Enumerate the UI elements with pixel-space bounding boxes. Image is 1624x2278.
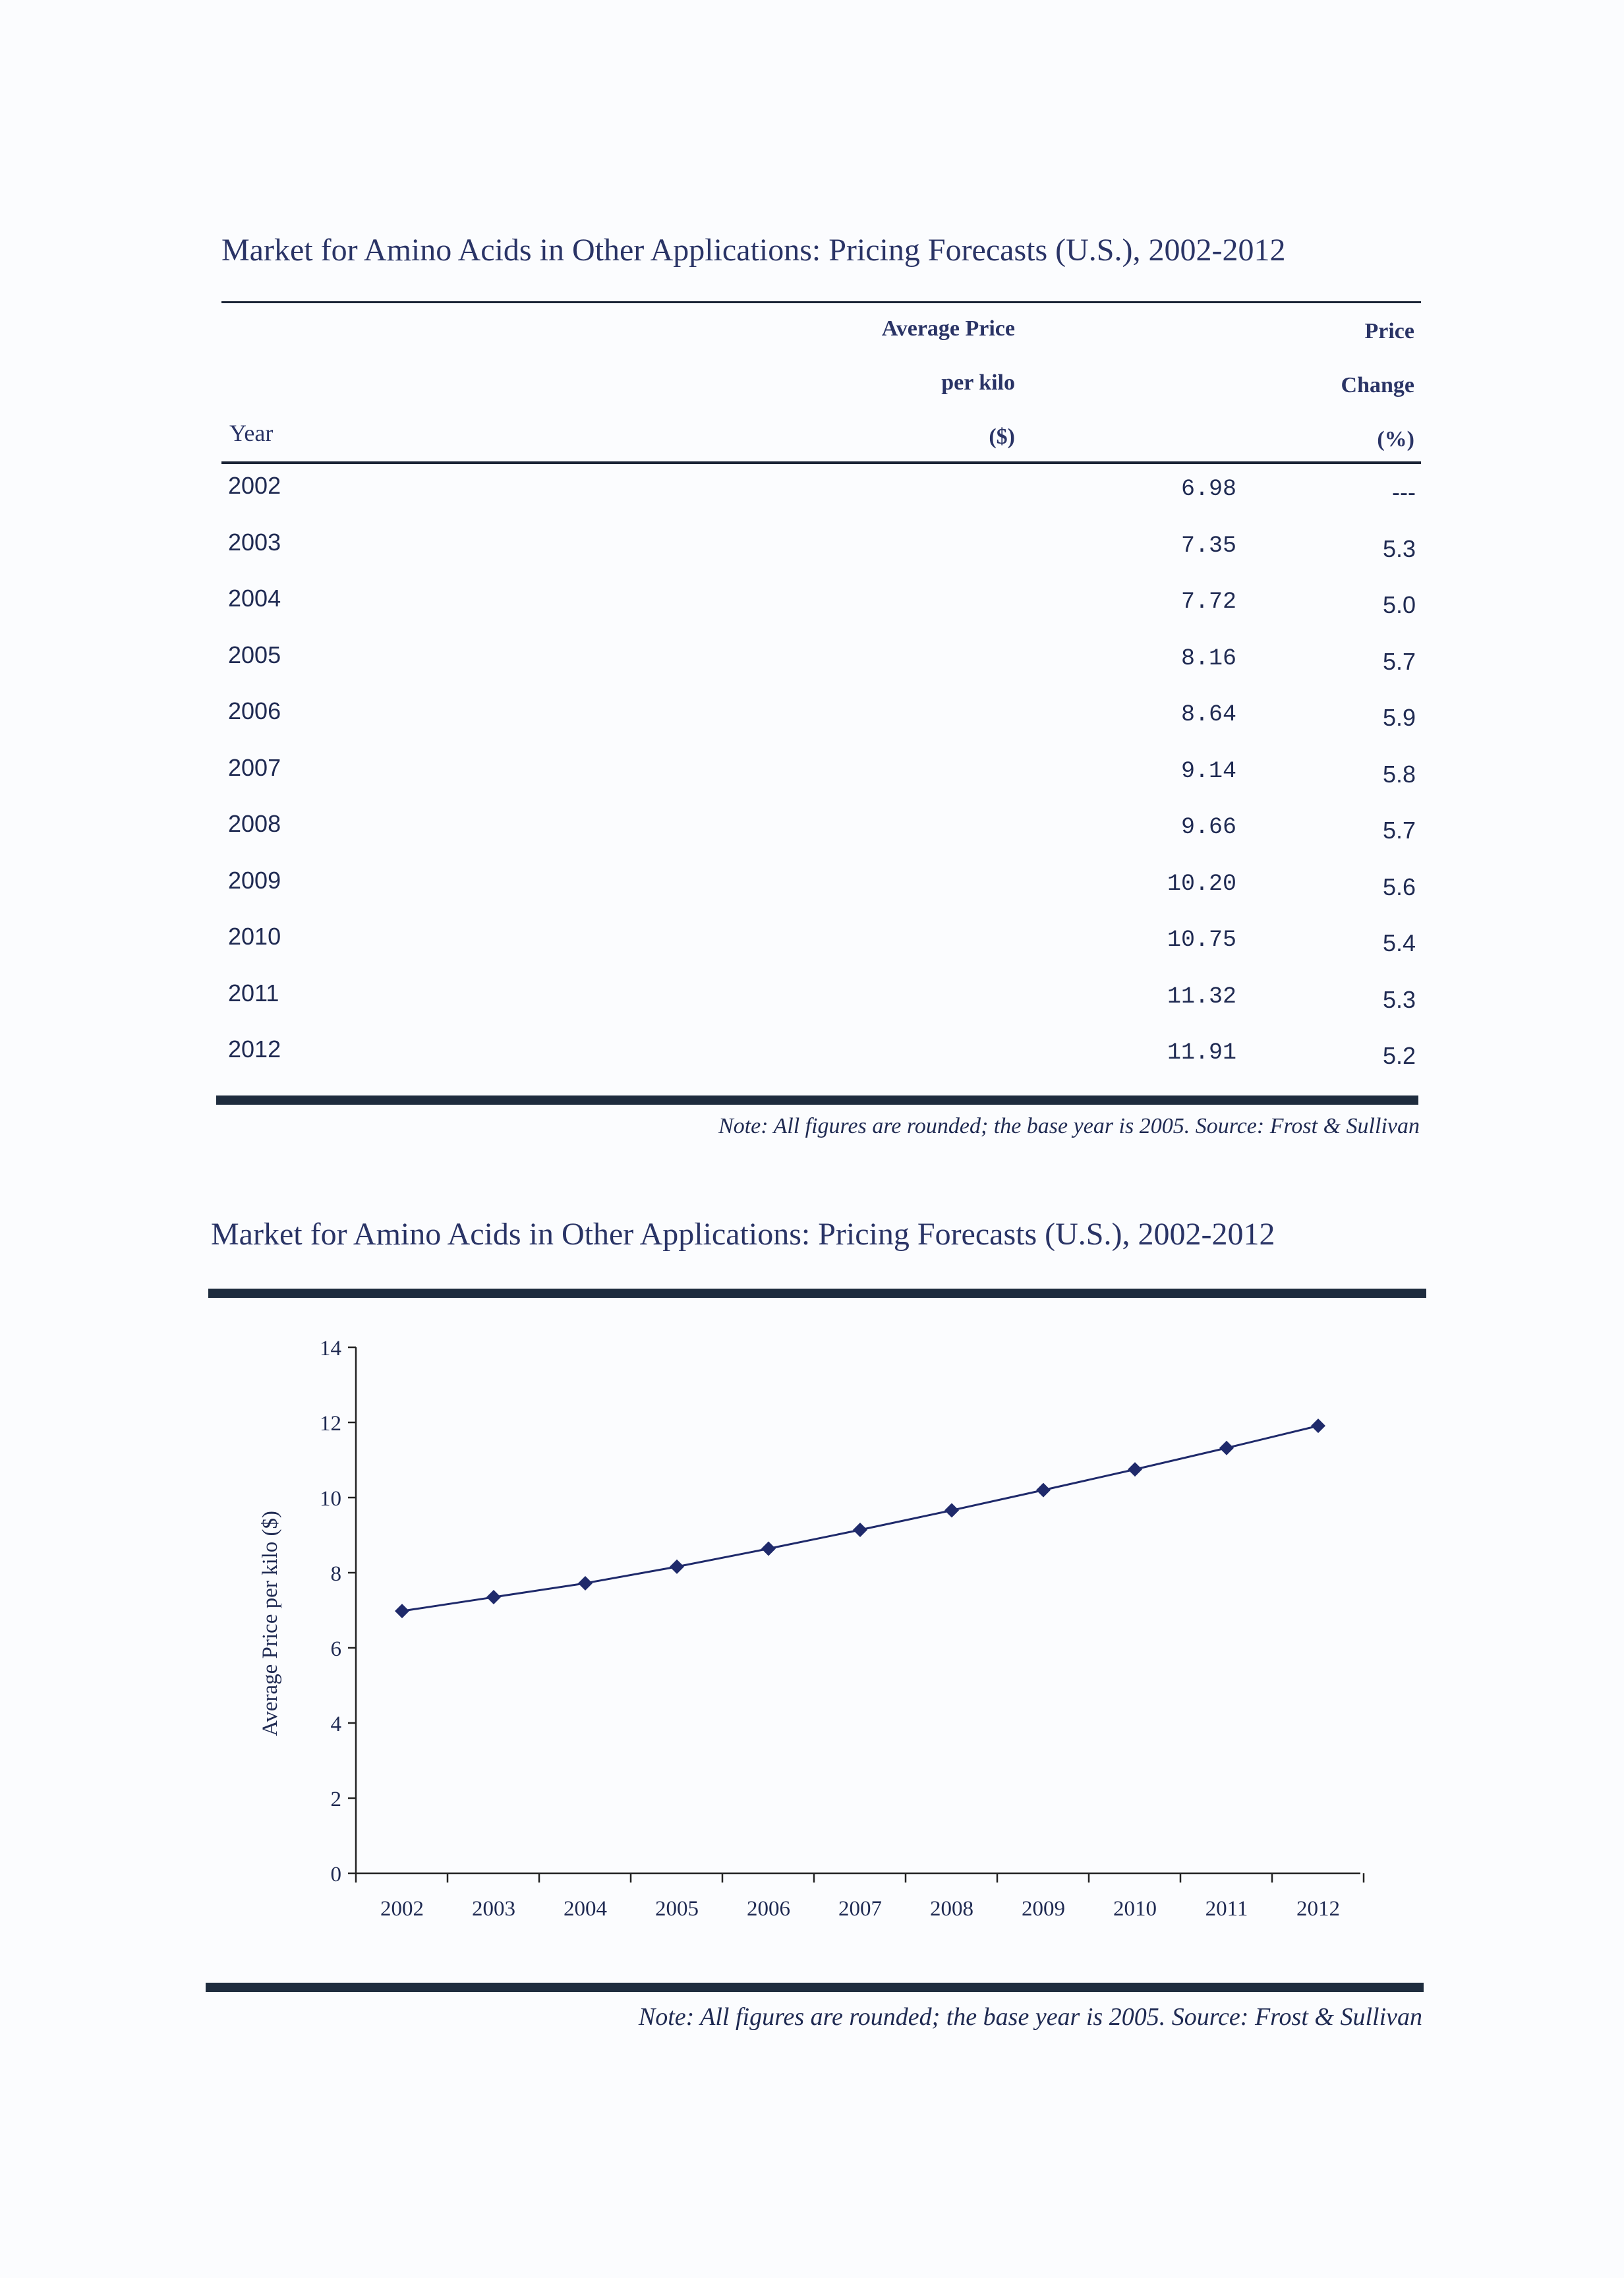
y-tick-label: 10 bbox=[320, 1487, 341, 1511]
x-tick-label: 2009 bbox=[1022, 1897, 1065, 1921]
chart-note: Note: All figures are rounded; the base year is 2005. Source: Frost & Sullivan bbox=[638, 2003, 1422, 2031]
cell-year: 2010 bbox=[228, 923, 281, 950]
x-tick-label: 2004 bbox=[564, 1897, 607, 1921]
cell-year: 2006 bbox=[228, 697, 281, 724]
x-tick-label: 2010 bbox=[1113, 1897, 1157, 1921]
header-year: Year bbox=[229, 420, 274, 446]
cell-change: 5.8 bbox=[1382, 760, 1416, 788]
table-row bbox=[221, 864, 1421, 921]
cell-price: 6.98 bbox=[1180, 476, 1236, 502]
line-chart bbox=[250, 1318, 1384, 1958]
data-point bbox=[853, 1523, 867, 1537]
cell-year: 2003 bbox=[228, 528, 281, 556]
header-price-line-3: ($) bbox=[989, 424, 1015, 449]
data-point bbox=[486, 1590, 501, 1604]
y-tick-label: 2 bbox=[330, 1788, 341, 1811]
cell-change: 5.0 bbox=[1382, 591, 1416, 618]
cell-change: 5.4 bbox=[1382, 929, 1416, 956]
cell-year: 2008 bbox=[228, 810, 281, 837]
cell-change: 5.7 bbox=[1382, 647, 1416, 675]
data-point bbox=[578, 1576, 593, 1591]
x-tick-label: 2005 bbox=[655, 1897, 699, 1921]
cell-year: 2004 bbox=[228, 585, 281, 612]
y-tick-label: 14 bbox=[320, 1337, 341, 1360]
cell-price: 7.72 bbox=[1180, 589, 1236, 615]
table-body bbox=[221, 469, 1421, 1090]
cell-year: 2005 bbox=[228, 641, 281, 668]
table-top-rule bbox=[221, 301, 1421, 303]
data-point bbox=[1036, 1483, 1051, 1498]
table-row bbox=[221, 639, 1421, 695]
y-tick-label: 6 bbox=[330, 1637, 341, 1661]
cell-price: 10.75 bbox=[1167, 927, 1236, 953]
series-line bbox=[402, 1426, 1318, 1611]
table-header-rule bbox=[221, 461, 1421, 464]
header-price-line-1: Average Price bbox=[881, 316, 1015, 341]
data-point bbox=[1311, 1418, 1325, 1433]
header-price-line-2: per kilo bbox=[941, 370, 1015, 395]
x-tick-label: 2002 bbox=[380, 1897, 424, 1921]
cell-price: 11.32 bbox=[1167, 983, 1236, 1010]
cell-change: 5.6 bbox=[1382, 873, 1416, 900]
data-point bbox=[944, 1503, 959, 1517]
data-point bbox=[761, 1542, 776, 1556]
table-row bbox=[221, 751, 1421, 808]
table-row bbox=[221, 920, 1421, 977]
cell-price: 8.16 bbox=[1180, 645, 1236, 672]
table-row bbox=[221, 807, 1421, 864]
header-average-price bbox=[817, 316, 1015, 455]
cell-price: 7.35 bbox=[1180, 532, 1236, 559]
table-title: Market for Amino Acids in Other Applications: Pricing Forecasts (U.S.), 2002-2012 bbox=[221, 233, 1286, 268]
table-row bbox=[221, 582, 1421, 639]
cell-change: 5.9 bbox=[1382, 704, 1416, 731]
cell-year: 2012 bbox=[228, 1036, 281, 1063]
x-tick-label: 2006 bbox=[747, 1897, 790, 1921]
header-change-line-2: Change bbox=[1341, 373, 1414, 397]
cell-price: 11.91 bbox=[1167, 1039, 1236, 1066]
cell-year: 2002 bbox=[228, 472, 281, 499]
cell-price: 9.14 bbox=[1180, 757, 1236, 784]
data-point bbox=[1219, 1441, 1234, 1455]
cell-change: 5.2 bbox=[1382, 1042, 1416, 1069]
cell-year: 2011 bbox=[228, 979, 279, 1007]
cell-year: 2007 bbox=[228, 753, 281, 781]
chart-title: Market for Amino Acids in Other Applications: Pricing Forecasts (U.S.), 2002-2012 bbox=[211, 1217, 1275, 1252]
table-row bbox=[221, 526, 1421, 583]
y-tick-label: 0 bbox=[330, 1863, 341, 1886]
x-tick-label: 2008 bbox=[930, 1897, 973, 1921]
data-point bbox=[395, 1604, 409, 1618]
table-row bbox=[221, 695, 1421, 751]
cell-price: 10.20 bbox=[1167, 870, 1236, 897]
table-row bbox=[221, 469, 1421, 526]
table-row bbox=[221, 977, 1421, 1034]
cell-price: 8.64 bbox=[1180, 701, 1236, 728]
cell-change: 5.7 bbox=[1382, 817, 1416, 844]
table-bottom-rule bbox=[216, 1095, 1418, 1105]
table-note: Note: All figures are rounded; the base year is 2005. Source: Frost & Sullivan bbox=[718, 1114, 1420, 1138]
cell-year: 2009 bbox=[228, 866, 281, 894]
cell-change: --- bbox=[1392, 479, 1416, 506]
data-point bbox=[1128, 1462, 1142, 1476]
chart-top-rule bbox=[208, 1289, 1426, 1298]
x-tick-label: 2012 bbox=[1296, 1897, 1340, 1921]
cell-change: 5.3 bbox=[1382, 535, 1416, 562]
y-tick-label: 8 bbox=[330, 1562, 341, 1586]
cell-price: 9.66 bbox=[1180, 814, 1236, 840]
x-tick-label: 2003 bbox=[472, 1897, 515, 1921]
table-row bbox=[221, 1033, 1421, 1090]
header-change-line-1: Price bbox=[1364, 319, 1414, 343]
chart-bottom-rule bbox=[206, 1983, 1424, 1992]
x-tick-label: 2011 bbox=[1205, 1897, 1248, 1921]
header-change-line-3: (%) bbox=[1377, 427, 1414, 452]
y-tick-label: 4 bbox=[330, 1712, 341, 1736]
data-point bbox=[670, 1560, 684, 1574]
y-tick-label: 12 bbox=[320, 1412, 341, 1436]
cell-change: 5.3 bbox=[1382, 985, 1416, 1013]
y-axis-label: Average Price per kilo ($) bbox=[258, 1510, 282, 1737]
x-tick-label: 2007 bbox=[838, 1897, 882, 1921]
header-price-change bbox=[1219, 319, 1414, 457]
